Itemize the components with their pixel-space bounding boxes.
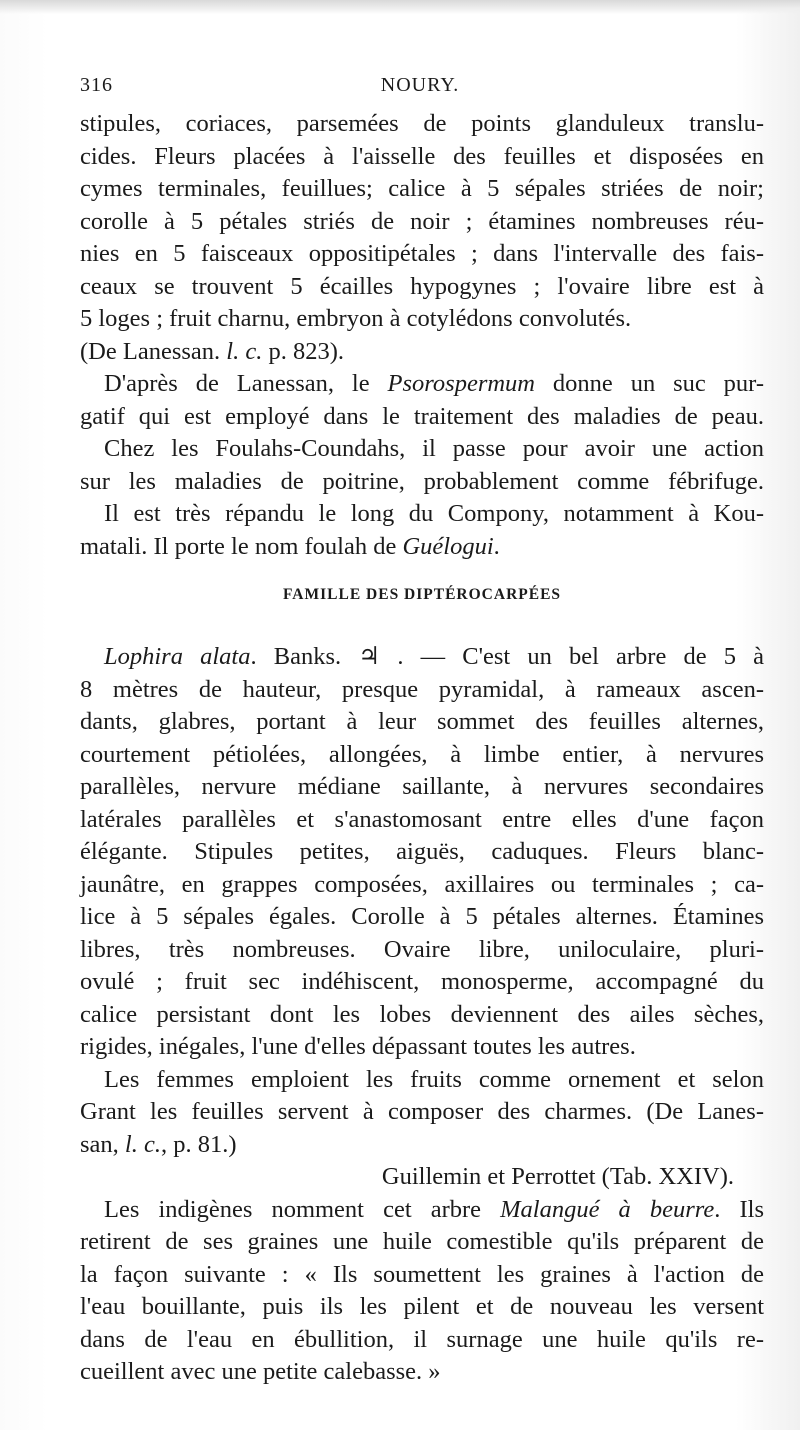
- text-line: la façon suivante : « Ils soumettent les graines à l'action de: [80, 1260, 764, 1288]
- text-line: Grant les feuilles servent à composer des charmes. (De Lanes-: [80, 1098, 764, 1125]
- text-line: Chez les Foulahs-Coundahs, il passe pour avoir une action: [104, 435, 764, 462]
- text-line: Les indigènes nomment cet arbre Malangué à beurre. Ils: [104, 1195, 765, 1223]
- text-line: D'après de Lanessan, le Psorospermum donne un suc pur-: [104, 370, 764, 397]
- spacer: [80, 627, 764, 641]
- local-name: Guélogui: [402, 532, 494, 560]
- text-line: l'eau bouillante, puis ils les pilent et de nouveau les versent: [80, 1293, 764, 1320]
- text-line: ceaux se trouvent 5 écailles hypogynes ; l'ovaire libre est à: [80, 272, 764, 300]
- species-name: Lophira alata: [104, 643, 251, 670]
- text-line: Les femmes emploient les fruits comme ornement et selon: [104, 1065, 764, 1093]
- section-heading: FAMILLE DES DIPTÉROCARPÉES: [282, 586, 562, 603]
- text-line: parallèles, nervure médiane saillante, à nervures secondaires: [80, 773, 764, 800]
- page-text: [80, 108, 764, 1389]
- text-line: matali. Il porte le nom foulah de Guélogui.: [80, 532, 500, 560]
- text-line: sur les maladies de poitrine, probablement comme fébrifuge.: [80, 467, 764, 495]
- text-line: gatif qui est employé dans le traitement des maladies de peau.: [80, 402, 764, 430]
- reference-abbrev: l. c.: [124, 1130, 161, 1158]
- page-number: 316: [80, 74, 113, 96]
- running-head: NOURY.: [380, 74, 460, 96]
- text-line: corolle à 5 pétales striés de noir ; étamines nombreuses réu-: [80, 207, 764, 235]
- reference-text: p. 823).: [262, 337, 344, 365]
- text-line: lice à 5 sépales égales. Corolle à 5 pétales alternes. Étamines: [80, 903, 764, 930]
- text-line: ovulé ; fruit sec indéhiscent, monosperme, accompagné du: [80, 968, 764, 995]
- reference-abbrev: l. c.: [226, 337, 263, 365]
- text-line: Lophira alata. Banks. ♃ . — C'est un bel arbre de 5 à: [104, 643, 764, 670]
- text-line: retirent de ses graines une huile comestible qu'ils préparent de: [80, 1228, 764, 1255]
- reference-line: [80, 336, 764, 369]
- text-line: stipules, coriaces, parsemées de points glanduleux translu-: [80, 110, 764, 137]
- genus-name: Psorospermum: [387, 370, 535, 397]
- text-line: rigides, inégales, l'une d'elles dépassant toutes les autres.: [80, 1033, 636, 1060]
- text-line: nies en 5 faisceaux oppositipétales ; dans l'intervalle des fais-: [80, 240, 764, 267]
- text-line: san, l. c., p. 81.): [80, 1130, 237, 1158]
- text-line: cueillent avec une petite calebasse. »: [80, 1358, 441, 1385]
- text-line: dants, glabres, portant à leur sommet des feuilles alternes,: [80, 708, 764, 735]
- text-line: jaunâtre, en grappes composées, axillaires ou terminales ; ca-: [80, 870, 764, 898]
- text-line: élégante. Stipules petites, aiguës, caduques. Fleurs blanc-: [80, 838, 764, 865]
- text-line: Il est très répandu le long du Compony, notamment à Kou-: [104, 500, 764, 527]
- text-line: 8 mètres de hauteur, presque pyramidal, à rameaux ascen-: [80, 675, 764, 703]
- page-header: [80, 74, 760, 102]
- reference-text: (De Lanessan.: [80, 337, 227, 365]
- text-line: courtement pétiolées, allongées, à limbe entier, à nervures: [80, 740, 764, 768]
- text-line: latérales parallèles et s'anastomosant entre elles d'une façon: [80, 805, 764, 833]
- text-line: cides. Fleurs placées à l'aisselle des feuilles et disposées en: [80, 142, 764, 170]
- local-name: Malangué à beurre: [500, 1195, 715, 1223]
- text-line: 5 loges ; fruit charnu, embryon à cotylédons convolutés.: [80, 305, 632, 332]
- text-line: cymes terminales, feuillues; calice à 5 sépales striées de noir;: [80, 175, 764, 202]
- text-line: libres, très nombreuses. Ovaire libre, uniloculaire, pluri-: [80, 935, 764, 963]
- text-line: dans de l'eau en ébullition, il surnage une huile qu'ils re-: [80, 1325, 764, 1353]
- citation-line: Guillemin et Perrottet (Tab. XXIV).: [381, 1163, 734, 1190]
- scan-edge-shadow: [0, 0, 800, 14]
- text-line: calice persistant dont les lobes deviennent des ailes sèches,: [80, 1000, 764, 1028]
